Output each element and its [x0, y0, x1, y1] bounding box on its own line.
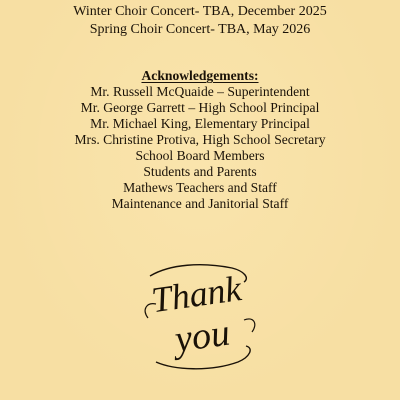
thank-word: Thank [148, 268, 244, 321]
ack-item: School Board Members [135, 148, 265, 163]
thank-you-script-graphic [140, 262, 260, 374]
event-spring-concert: Spring Choir Concert- TBA, May 2026 [89, 22, 311, 37]
ack-item: Mathews Teachers and Staff [123, 180, 277, 195]
ack-item: Mr. Michael King, Elementary Principal [90, 116, 310, 131]
flourish-right [244, 319, 255, 332]
you-word: you [172, 311, 233, 361]
ack-item: Maintenance and Janitorial Staff [111, 196, 289, 211]
acknowledgements-heading: Acknowledgements: [141, 68, 259, 83]
ack-item: Mr. George Garrett – High School Principal [80, 100, 320, 115]
ack-item: Mrs. Christine Protiva, High School Secretary [74, 132, 326, 147]
event-winter-concert: Winter Choir Concert- TBA, December 2025 [73, 4, 327, 19]
ack-item: Students and Parents [143, 164, 257, 179]
ack-item: Mr. Russell McQuaide – Superintendent [90, 84, 310, 99]
